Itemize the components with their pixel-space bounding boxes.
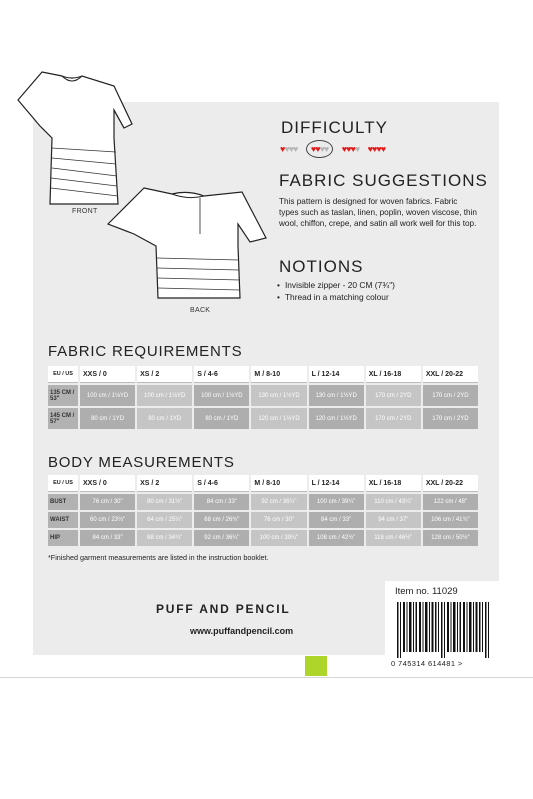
column-header: S / 4-6: [194, 475, 249, 492]
fabric-requirements-table: [46, 364, 480, 431]
table-cell: 84 cm / 33": [309, 512, 364, 528]
notion-item: • Thread in a matching colour: [277, 291, 395, 303]
table-cell: 80 cm / 1YD: [80, 408, 135, 429]
table-cell: 106 cm / 41¾": [423, 512, 478, 528]
table-cell: 92 cm / 36¼": [251, 494, 306, 510]
table-cell: 60 cm / 23½": [80, 512, 135, 528]
item-number: Item no. 11029: [395, 586, 458, 597]
green-tag: [305, 656, 327, 676]
notions-list: [277, 279, 395, 303]
table-row: [48, 512, 478, 528]
difficulty-level-3: ♥♥♥♥: [341, 144, 360, 154]
row-label: 135 CM / 53": [48, 385, 78, 406]
column-header: L / 12-14: [309, 475, 364, 492]
table-cell: 100 cm / 1⅛YD: [137, 385, 192, 406]
table-cell: 128 cm / 50½": [423, 530, 478, 546]
corner-header: EU / US: [48, 475, 78, 492]
table-cell: 108 cm / 42½": [309, 530, 364, 546]
table-row: [48, 385, 478, 406]
column-header: L / 12-14: [309, 366, 364, 383]
table-cell: 100 cm / 1⅛YD: [194, 385, 249, 406]
notions-title: NOTIONS: [279, 257, 364, 276]
table-cell: 80 cm / 1YD: [194, 408, 249, 429]
column-header: XXL / 20-22: [423, 366, 478, 383]
table-row: [48, 408, 478, 429]
difficulty-hearts: [280, 144, 392, 154]
table-cell: 76 cm / 30": [251, 512, 306, 528]
difficulty-level-1: ♥♥♥♥: [280, 144, 298, 154]
website-link[interactable]: www.puffandpencil.com: [190, 626, 294, 636]
difficulty-level-4: ♥♥♥♥: [367, 144, 386, 154]
table-cell: 100 cm / 39¼": [309, 494, 364, 510]
column-header: XS / 2: [137, 475, 192, 492]
difficulty-title: DIFFICULTY: [281, 118, 388, 137]
table-cell: 92 cm / 36¼": [194, 530, 249, 546]
table-cell: 84 cm / 33": [80, 530, 135, 546]
table-cell: 64 cm / 25¼": [137, 512, 192, 528]
row-label: HIP: [48, 530, 78, 546]
column-header: XXS / 0: [80, 475, 135, 492]
table-cell: 100 cm / 39¼": [251, 530, 306, 546]
column-header: XXL / 20-22: [423, 475, 478, 492]
row-label: 145 CM / 57": [48, 408, 78, 429]
table-cell: 170 cm / 2YD: [366, 385, 421, 406]
table-cell: 80 cm / 31½": [137, 494, 192, 510]
back-garment-sketch: [104, 184, 272, 304]
column-header: XL / 16-18: [366, 366, 421, 383]
column-header: M / 8-10: [251, 475, 306, 492]
table-row: [48, 530, 478, 546]
body-measurements-table: [46, 473, 480, 548]
body-measurements-title: BODY MEASUREMENTS: [48, 454, 235, 471]
barcode-label: [385, 581, 503, 673]
column-header: XL / 16-18: [366, 475, 421, 492]
fabric-suggestions-text: This pattern is designed for woven fabrics. Fabric types such as taslan, linen, poplin, woven viscose, thin wool, chiffon, crepe, and satin all work well for this top.: [279, 197, 477, 228]
table-cell: 130 cm / 1½YD: [309, 385, 364, 406]
column-header: XS / 2: [137, 366, 192, 383]
table-cell: 170 cm / 2YD: [366, 408, 421, 429]
row-label: WAIST: [48, 512, 78, 528]
table-cell: 94 cm / 37": [366, 512, 421, 528]
corner-header: EU / US: [48, 366, 78, 383]
table-cell: 120 cm / 1⅓YD: [251, 408, 306, 429]
table-cell: 118 cm / 46½": [366, 530, 421, 546]
fabric-suggestions-title: FABRIC SUGGESTIONS: [279, 171, 488, 190]
table-cell: 122 cm / 48": [423, 494, 478, 510]
table-cell: 170 cm / 2YD: [423, 408, 478, 429]
table-cell: 68 cm / 26¾": [194, 512, 249, 528]
row-label: BUST: [48, 494, 78, 510]
bottom-divider: [0, 677, 533, 678]
table-cell: 76 cm / 30": [80, 494, 135, 510]
table-cell: 120 cm / 1⅓YD: [309, 408, 364, 429]
front-label: FRONT: [72, 208, 98, 215]
table-cell: 170 cm / 2YD: [423, 385, 478, 406]
table-row: [48, 494, 478, 510]
fabric-requirements-title: FABRIC REQUIREMENTS: [48, 343, 243, 360]
column-header: S / 4-6: [194, 366, 249, 383]
table-cell: 84 cm / 33": [194, 494, 249, 510]
barcode-icon: [397, 602, 493, 658]
brand-name: PUFF AND PENCIL: [156, 602, 291, 616]
column-header: M / 8-10: [251, 366, 306, 383]
difficulty-level-2-selected: ♥♥♥♥: [306, 140, 333, 158]
table-cell: 80 cm / 1YD: [137, 408, 192, 429]
notion-item: • Invisible zipper - 20 CM (7¾"): [277, 279, 395, 291]
table-cell: 100 cm / 1⅛YD: [80, 385, 135, 406]
footnote: *Finished garment measurements are listed in the instruction booklet.: [48, 553, 269, 562]
barcode-digits: 0 745314 614481 >: [391, 659, 463, 668]
table-cell: 110 cm / 43¼": [366, 494, 421, 510]
back-label: BACK: [190, 307, 211, 314]
column-header: XXS / 0: [80, 366, 135, 383]
table-cell: 88 cm / 34¾": [137, 530, 192, 546]
table-cell: 130 cm / 1½YD: [251, 385, 306, 406]
